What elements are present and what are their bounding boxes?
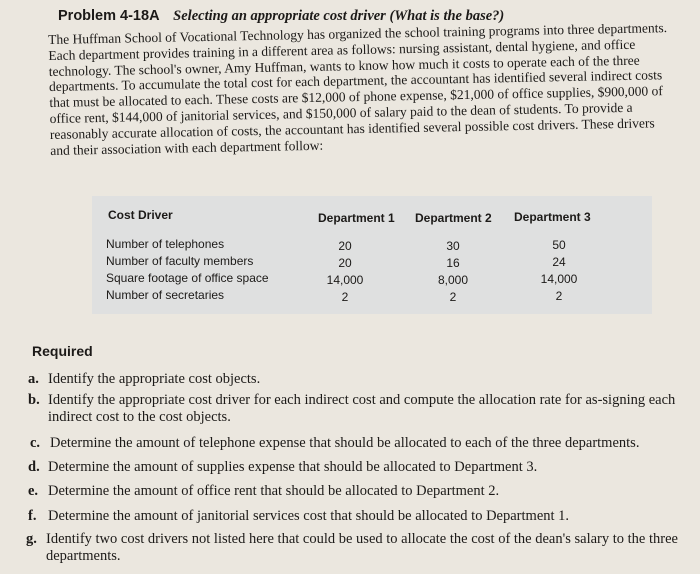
table-cell: 2 — [341, 290, 349, 304]
table-cell: 20 — [338, 256, 352, 270]
table-cell: 2 — [555, 289, 563, 303]
table-cell: 30 — [446, 239, 460, 253]
table-cell: 2 — [449, 290, 457, 304]
requirement-letter: a. — [28, 371, 39, 387]
table-cell: 24 — [552, 255, 566, 269]
table-row-label: Number of telephones — [106, 237, 225, 251]
requirement-letter: e. — [28, 483, 39, 499]
requirement-text: Identify two cost drivers not listed here that could be used to allocate the cost of the dean's salary to the three departments. — [46, 531, 678, 564]
requirement-text: Determine the amount of janitorial services cost that should be allocated to Department 1. — [48, 508, 570, 524]
required-heading: Required — [32, 343, 93, 359]
requirement-text: Identify the appropriate cost objects. — [48, 371, 261, 387]
problem-intro: The Huffman School of Vocational Technology has organized the school training programs into three departments. Each department provides training in a different area as follows: nursing assistant, dental hygiene, and office technology. The school's owner, Amy Huffman, wants to know how much it costs to operate each of the three departments. To accumulate the total cost for each department, the accountant has identified several indirect costs that must be allocated to each. These costs are $12,000 of phone expense, $21,000 of office supplies, $900,000 of office rent, $144,000 of janitorial services, and $150,000 of salary paid to the dean of students. To provide a reasonably accurate allocation of costs, the accountant has identified several possible cost drivers. These drivers and their association with each department follow: — [48, 20, 668, 158]
table-cell: 20 — [338, 239, 352, 253]
table-row-label: Number of secretaries — [106, 288, 225, 302]
requirement-text: Determine the amount of telephone expense that should be allocated to each of the three departments. — [50, 435, 640, 451]
requirement-letter: b. — [28, 392, 40, 408]
requirement-letter: d. — [28, 459, 40, 475]
table-cell: 50 — [552, 238, 566, 252]
requirement-letter: f. — [28, 508, 37, 524]
table-cell: 16 — [446, 256, 460, 270]
table-cell: 14,000 — [540, 272, 578, 286]
header-cost-driver: Cost Driver — [108, 208, 173, 222]
table-row-label: Number of faculty members — [106, 254, 254, 268]
requirement-text: Determine the amount of supplies expense that should be allocated to Department 3. — [48, 459, 538, 475]
cost-driver-table — [92, 196, 652, 314]
requirement-text: Determine the amount of office rent that should be allocated to Department 2. — [48, 483, 500, 499]
header-department-3: Department 3 — [514, 210, 591, 224]
problem-heading — [58, 8, 504, 25]
requirement-letter: c. — [30, 435, 41, 451]
problem-title: Selecting an appropriate cost driver (What is the base?) — [173, 8, 505, 24]
header-department-1: Department 1 — [318, 211, 395, 225]
requirement-text: Identify the appropriate cost driver for each indirect cost and compute the allocation rate for as-signing each indirect cost to the cost objects. — [48, 392, 676, 425]
problem-number: Problem 4-18A — [58, 8, 160, 24]
table-row-label: Square footage of office space — [106, 271, 269, 285]
table-cell: 8,000 — [437, 273, 469, 287]
requirement-letter: g. — [26, 531, 37, 547]
table-cell: 14,000 — [326, 273, 364, 287]
header-department-2: Department 2 — [415, 211, 492, 225]
